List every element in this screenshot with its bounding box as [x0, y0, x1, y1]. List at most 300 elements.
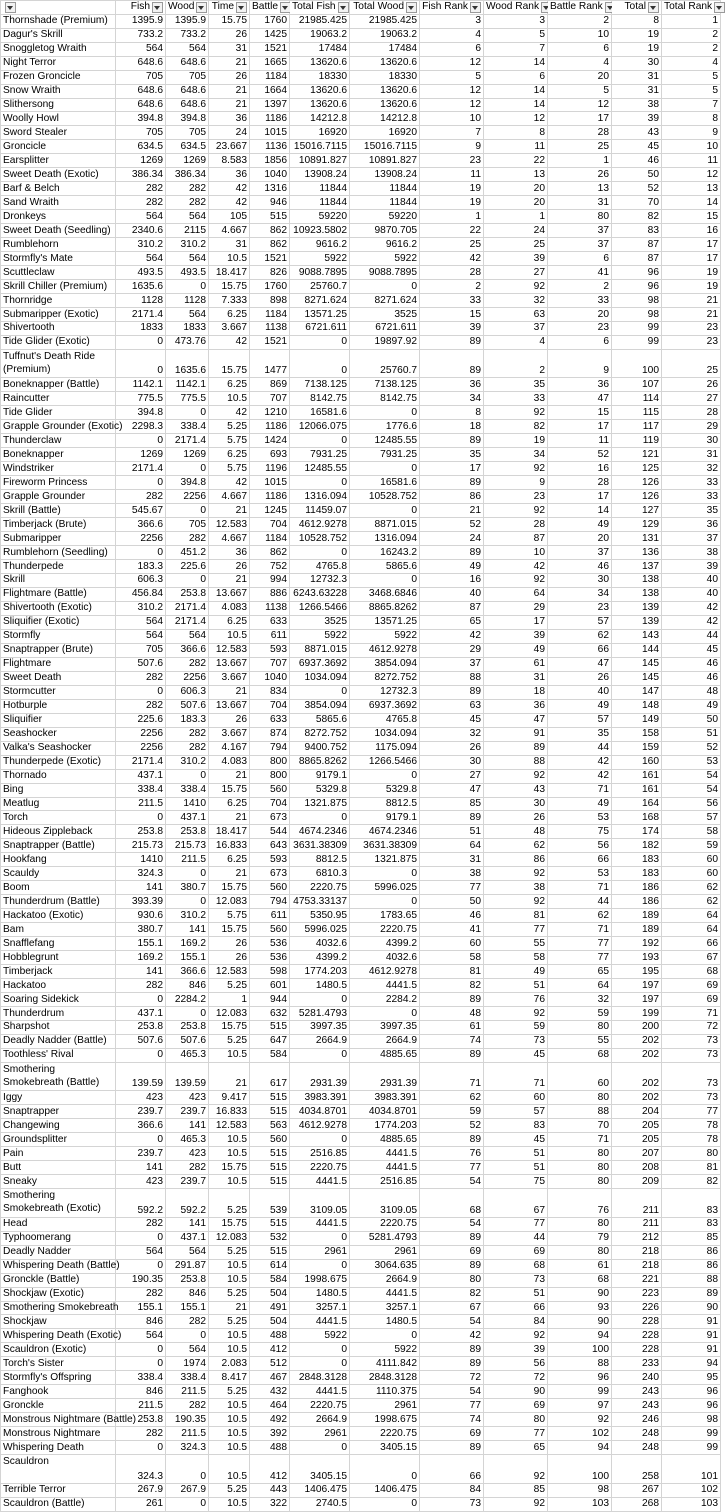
table-cell[interactable]: 60: [484, 1091, 548, 1105]
table-cell[interactable]: 21: [209, 574, 250, 588]
table-cell[interactable]: 240: [612, 1371, 662, 1385]
table-cell[interactable]: 3854.094: [350, 657, 420, 671]
table-cell[interactable]: 100: [612, 349, 662, 378]
table-cell[interactable]: 2516.85: [290, 1147, 350, 1161]
table-cell[interactable]: 211.5: [166, 1427, 209, 1441]
table-cell[interactable]: 92: [484, 574, 548, 588]
table-cell[interactable]: 52: [420, 518, 484, 532]
table-cell[interactable]: 77: [548, 951, 612, 965]
dragon-name-cell[interactable]: Stormfly's Mate: [1, 252, 116, 266]
table-cell[interactable]: 13.667: [209, 657, 250, 671]
table-cell[interactable]: 32: [662, 462, 721, 476]
table-cell[interactable]: 648.6: [166, 98, 209, 112]
table-cell[interactable]: 7: [662, 98, 721, 112]
table-cell[interactable]: 862: [250, 224, 290, 238]
table-cell[interactable]: 61: [420, 1021, 484, 1035]
table-cell[interactable]: 8272.752: [290, 727, 350, 741]
table-cell[interactable]: 52: [548, 448, 612, 462]
dragon-name-cell[interactable]: Fanghook: [1, 1385, 116, 1399]
table-cell[interactable]: 515: [250, 1147, 290, 1161]
table-cell[interactable]: 239.7: [166, 1175, 209, 1189]
table-cell[interactable]: 147: [612, 685, 662, 699]
dragon-name-cell[interactable]: Shivertooth (Exotic): [1, 601, 116, 615]
table-cell[interactable]: 144: [612, 643, 662, 657]
table-cell[interactable]: 1269: [166, 448, 209, 462]
table-cell[interactable]: 1998.675: [350, 1413, 420, 1427]
table-cell[interactable]: 412: [250, 1343, 290, 1357]
table-cell[interactable]: 29: [484, 601, 548, 615]
dragon-name-cell[interactable]: Stormfly's Offspring: [1, 1371, 116, 1385]
table-cell[interactable]: 0: [166, 1455, 209, 1484]
table-cell[interactable]: 30: [420, 755, 484, 769]
table-cell[interactable]: 46: [548, 560, 612, 574]
table-cell[interactable]: 5922: [350, 252, 420, 266]
table-cell[interactable]: 21: [209, 504, 250, 518]
table-cell[interactable]: 394.8: [166, 112, 209, 126]
table-cell[interactable]: 59: [420, 1105, 484, 1119]
table-cell[interactable]: 28: [548, 476, 612, 490]
table-cell[interactable]: 37: [548, 224, 612, 238]
table-cell[interactable]: 10.5: [209, 1147, 250, 1161]
table-cell[interactable]: 15.75: [209, 349, 250, 378]
table-cell[interactable]: 50: [420, 895, 484, 909]
table-cell[interactable]: 13908.24: [290, 168, 350, 182]
table-cell[interactable]: 1245: [250, 504, 290, 518]
table-cell[interactable]: 632: [250, 1007, 290, 1021]
table-cell[interactable]: 155.1: [166, 951, 209, 965]
table-cell[interactable]: 834: [250, 685, 290, 699]
table-cell[interactable]: 87: [420, 601, 484, 615]
dragon-name-cell[interactable]: Woolly Howl: [1, 112, 116, 126]
table-cell[interactable]: 8865.8262: [290, 755, 350, 769]
table-cell[interactable]: 0: [350, 406, 420, 420]
table-cell[interactable]: 88: [662, 1273, 721, 1287]
dragon-name-cell[interactable]: Tide Glider: [1, 406, 116, 420]
table-cell[interactable]: 19: [612, 42, 662, 56]
table-cell[interactable]: 46: [612, 154, 662, 168]
table-cell[interactable]: 4.083: [209, 755, 250, 769]
table-cell[interactable]: 282: [116, 182, 166, 196]
table-cell[interactable]: 5: [420, 70, 484, 84]
table-cell[interactable]: 10: [484, 546, 548, 560]
table-cell[interactable]: 393.39: [116, 895, 166, 909]
table-cell[interactable]: 62: [662, 881, 721, 895]
table-cell[interactable]: 25: [420, 238, 484, 252]
table-cell[interactable]: 13908.24: [350, 168, 420, 182]
table-cell[interactable]: 4674.2346: [350, 825, 420, 839]
table-cell[interactable]: 3631.38309: [290, 839, 350, 853]
table-cell[interactable]: 89: [420, 546, 484, 560]
table-cell[interactable]: 488: [250, 1441, 290, 1455]
table-cell[interactable]: 91: [662, 1343, 721, 1357]
table-cell[interactable]: 0: [116, 811, 166, 825]
table-cell[interactable]: 248: [612, 1427, 662, 1441]
table-cell[interactable]: 39: [484, 1343, 548, 1357]
table-cell[interactable]: 211.5: [116, 797, 166, 811]
table-cell[interactable]: 42: [209, 182, 250, 196]
table-cell[interactable]: 8: [612, 14, 662, 28]
table-cell[interactable]: 2256: [116, 727, 166, 741]
table-cell[interactable]: 2961: [290, 1245, 350, 1259]
table-cell[interactable]: 36: [209, 168, 250, 182]
table-cell[interactable]: 189: [612, 909, 662, 923]
table-cell[interactable]: 19: [420, 196, 484, 210]
table-cell[interactable]: 2256: [116, 532, 166, 546]
table-cell[interactable]: 1480.5: [290, 1287, 350, 1301]
table-cell[interactable]: 253.8: [116, 825, 166, 839]
table-cell[interactable]: 5281.4793: [290, 1007, 350, 1021]
table-cell[interactable]: 584: [250, 1048, 290, 1062]
table-cell[interactable]: 633: [250, 615, 290, 629]
dragon-name-cell[interactable]: Gronckle: [1, 1399, 116, 1413]
table-cell[interactable]: 13620.6: [290, 56, 350, 70]
table-cell[interactable]: 15.75: [209, 14, 250, 28]
dragon-name-cell[interactable]: Tide Glider (Exotic): [1, 335, 116, 349]
table-cell[interactable]: 5: [484, 28, 548, 42]
table-cell[interactable]: 19: [484, 434, 548, 448]
table-cell[interactable]: 28: [548, 126, 612, 140]
table-cell[interactable]: 564: [166, 1245, 209, 1259]
dragon-name-cell[interactable]: Smothering Smokebreath (Battle): [1, 1062, 116, 1091]
table-cell[interactable]: 862: [250, 546, 290, 560]
table-cell[interactable]: 26: [548, 671, 612, 685]
table-cell[interactable]: 10: [662, 140, 721, 154]
table-cell[interactable]: 127: [612, 504, 662, 518]
table-cell[interactable]: 88: [548, 1357, 612, 1371]
table-cell[interactable]: 76: [420, 1147, 484, 1161]
table-cell[interactable]: 68: [548, 1273, 612, 1287]
table-cell[interactable]: 42: [548, 769, 612, 783]
table-cell[interactable]: 202: [612, 1048, 662, 1062]
table-cell[interactable]: 14: [484, 98, 548, 112]
table-cell[interactable]: 560: [250, 881, 290, 895]
table-cell[interactable]: 17: [484, 615, 548, 629]
table-cell[interactable]: 218: [612, 1259, 662, 1273]
table-cell[interactable]: 338.4: [166, 1371, 209, 1385]
table-cell[interactable]: 98: [612, 294, 662, 308]
dragon-name-cell[interactable]: Sweet Death: [1, 671, 116, 685]
dragon-name-cell[interactable]: Torch's Sister: [1, 1357, 116, 1371]
table-cell[interactable]: 53: [548, 867, 612, 881]
table-cell[interactable]: 10.5: [209, 1259, 250, 1273]
table-cell[interactable]: 205: [612, 1119, 662, 1133]
table-cell[interactable]: 38: [484, 881, 548, 895]
table-cell[interactable]: 21985.425: [290, 14, 350, 28]
table-cell[interactable]: 282: [166, 532, 209, 546]
table-cell[interactable]: 515: [250, 1245, 290, 1259]
table-cell[interactable]: 91: [662, 1315, 721, 1329]
table-cell[interactable]: 47: [548, 657, 612, 671]
table-cell[interactable]: 92: [484, 1497, 548, 1511]
dragon-name-cell[interactable]: Hackatoo: [1, 979, 116, 993]
table-cell[interactable]: 16: [662, 224, 721, 238]
table-cell[interactable]: 83: [662, 1189, 721, 1218]
table-cell[interactable]: 11459.07: [290, 504, 350, 518]
table-cell[interactable]: 1783.65: [350, 909, 420, 923]
table-cell[interactable]: 31: [548, 196, 612, 210]
table-cell[interactable]: 2931.39: [290, 1062, 350, 1091]
table-cell[interactable]: 282: [166, 196, 209, 210]
table-cell[interactable]: 6: [548, 252, 612, 266]
table-cell[interactable]: 412: [250, 1455, 290, 1484]
table-cell[interactable]: 12066.075: [290, 420, 350, 434]
table-cell[interactable]: 72: [420, 1371, 484, 1385]
dragon-name-cell[interactable]: Scauldron (Exotic): [1, 1343, 116, 1357]
dragon-name-cell[interactable]: Night Terror: [1, 56, 116, 70]
table-cell[interactable]: 10.5: [209, 1048, 250, 1062]
table-cell[interactable]: 4111.842: [350, 1357, 420, 1371]
table-cell[interactable]: 71: [420, 1062, 484, 1091]
table-cell[interactable]: 12.583: [209, 1119, 250, 1133]
table-cell[interactable]: 2284.2: [350, 993, 420, 1007]
table-cell[interactable]: 8.417: [209, 1371, 250, 1385]
table-cell[interactable]: 6937.3692: [290, 657, 350, 671]
table-cell[interactable]: 862: [250, 238, 290, 252]
table-cell[interactable]: 2664.9: [350, 1273, 420, 1287]
table-cell[interactable]: 126: [612, 476, 662, 490]
table-cell[interactable]: 4034.8701: [290, 1105, 350, 1119]
table-cell[interactable]: 73: [662, 1062, 721, 1091]
table-cell[interactable]: 9: [662, 126, 721, 140]
table-cell[interactable]: 23.667: [209, 140, 250, 154]
table-cell[interactable]: 92: [548, 1413, 612, 1427]
table-cell[interactable]: 71: [548, 1133, 612, 1147]
dragon-name-cell[interactable]: Iggy: [1, 1091, 116, 1105]
dragon-name-cell[interactable]: Deadly Nadder: [1, 1245, 116, 1259]
table-cell[interactable]: 22: [420, 224, 484, 238]
table-cell[interactable]: 48: [662, 685, 721, 699]
table-cell[interactable]: 39: [484, 252, 548, 266]
table-cell[interactable]: 37: [420, 657, 484, 671]
table-cell[interactable]: 643: [250, 839, 290, 853]
table-cell[interactable]: 564: [166, 308, 209, 322]
table-cell[interactable]: 456.84: [116, 587, 166, 601]
table-cell[interactable]: 19: [420, 182, 484, 196]
table-cell[interactable]: 3997.35: [290, 1021, 350, 1035]
table-cell[interactable]: 869: [250, 378, 290, 392]
dragon-name-cell[interactable]: Submaripper: [1, 532, 116, 546]
table-cell[interactable]: 11844: [350, 196, 420, 210]
table-cell[interactable]: 258: [612, 1455, 662, 1484]
table-cell[interactable]: 13: [484, 168, 548, 182]
table-cell[interactable]: 0: [290, 546, 350, 560]
table-cell[interactable]: 4.667: [209, 490, 250, 504]
table-cell[interactable]: 0: [290, 476, 350, 490]
table-cell[interactable]: 18.417: [209, 266, 250, 280]
table-cell[interactable]: 23: [420, 154, 484, 168]
table-cell[interactable]: 324.3: [116, 1455, 166, 1484]
table-cell[interactable]: 83: [484, 1119, 548, 1133]
table-cell[interactable]: 946: [250, 196, 290, 210]
dragon-name-cell[interactable]: Butt: [1, 1161, 116, 1175]
table-cell[interactable]: 5996.025: [350, 881, 420, 895]
table-cell[interactable]: 846: [166, 1287, 209, 1301]
table-cell[interactable]: 41: [548, 266, 612, 280]
table-cell[interactable]: 5.25: [209, 1287, 250, 1301]
table-cell[interactable]: 89: [420, 1259, 484, 1273]
table-cell[interactable]: 212: [612, 1231, 662, 1245]
table-cell[interactable]: 1269: [116, 154, 166, 168]
dragon-name-cell[interactable]: Whispering Death (Battle): [1, 1259, 116, 1273]
table-cell[interactable]: 1266.5466: [350, 755, 420, 769]
table-cell[interactable]: 161: [612, 783, 662, 797]
table-cell[interactable]: 7138.125: [290, 378, 350, 392]
table-cell[interactable]: 0: [350, 1497, 420, 1511]
table-cell[interactable]: 394.8: [116, 406, 166, 420]
table-cell[interactable]: 19063.2: [290, 28, 350, 42]
table-cell[interactable]: 92: [484, 280, 548, 294]
table-cell[interactable]: 648.6: [116, 98, 166, 112]
table-cell[interactable]: 43: [612, 126, 662, 140]
table-cell[interactable]: 775.5: [166, 392, 209, 406]
table-cell[interactable]: 8272.752: [350, 671, 420, 685]
table-cell[interactable]: 2961: [350, 1245, 420, 1259]
table-cell[interactable]: 6721.611: [350, 322, 420, 336]
table-cell[interactable]: 1316: [250, 182, 290, 196]
table-cell[interactable]: 261: [116, 1497, 166, 1511]
table-cell[interactable]: 64: [484, 587, 548, 601]
table-cell[interactable]: 507.6: [166, 699, 209, 713]
table-cell[interactable]: 282: [166, 1161, 209, 1175]
table-cell[interactable]: 9616.2: [290, 238, 350, 252]
table-cell[interactable]: 282: [116, 1217, 166, 1231]
table-cell[interactable]: 84: [420, 1483, 484, 1497]
table-cell[interactable]: 174: [612, 825, 662, 839]
table-cell[interactable]: 26: [209, 560, 250, 574]
table-cell[interactable]: 50: [662, 713, 721, 727]
table-cell[interactable]: 66: [420, 1455, 484, 1484]
table-cell[interactable]: 90: [662, 1301, 721, 1315]
table-cell[interactable]: 88: [420, 671, 484, 685]
table-cell[interactable]: 8142.75: [290, 392, 350, 406]
table-cell[interactable]: 2664.9: [290, 1034, 350, 1048]
table-cell[interactable]: 67: [662, 951, 721, 965]
dragon-name-cell[interactable]: Shockjaw: [1, 1315, 116, 1329]
table-cell[interactable]: 32: [420, 727, 484, 741]
table-cell[interactable]: 1521: [250, 335, 290, 349]
table-cell[interactable]: 14212.8: [290, 112, 350, 126]
table-cell[interactable]: 57: [484, 1105, 548, 1119]
table-cell[interactable]: 80: [548, 1175, 612, 1189]
table-cell[interactable]: 9179.1: [350, 811, 420, 825]
table-cell[interactable]: 85: [420, 797, 484, 811]
table-cell[interactable]: 211: [612, 1217, 662, 1231]
table-cell[interactable]: 1480.5: [290, 979, 350, 993]
table-cell[interactable]: 16.833: [209, 1105, 250, 1119]
table-cell[interactable]: 55: [484, 937, 548, 951]
table-cell[interactable]: 80: [662, 1147, 721, 1161]
table-cell[interactable]: 1410: [116, 853, 166, 867]
table-cell[interactable]: 504: [250, 1287, 290, 1301]
table-cell[interactable]: 10: [548, 28, 612, 42]
table-cell[interactable]: 473.76: [166, 335, 209, 349]
table-cell[interactable]: 80: [548, 1147, 612, 1161]
table-cell[interactable]: 239.7: [166, 1105, 209, 1119]
table-cell[interactable]: 28: [420, 266, 484, 280]
table-cell[interactable]: 1015: [250, 126, 290, 140]
table-cell[interactable]: 89: [420, 349, 484, 378]
table-cell[interactable]: 1184: [250, 532, 290, 546]
table-cell[interactable]: 12.083: [209, 895, 250, 909]
table-cell[interactable]: 215.73: [116, 839, 166, 853]
table-cell[interactable]: 62: [420, 1091, 484, 1105]
table-cell[interactable]: 43: [484, 783, 548, 797]
table-cell[interactable]: 1635.6: [166, 349, 209, 378]
table-cell[interactable]: 141: [166, 1119, 209, 1133]
table-cell[interactable]: 564: [116, 615, 166, 629]
table-cell[interactable]: 2171.4: [116, 755, 166, 769]
table-cell[interactable]: 465.3: [166, 1133, 209, 1147]
table-cell[interactable]: 1128: [116, 294, 166, 308]
dragon-name-cell[interactable]: Stormfly: [1, 629, 116, 643]
table-cell[interactable]: 0: [350, 1007, 420, 1021]
table-cell[interactable]: 6721.611: [290, 322, 350, 336]
table-cell[interactable]: 4765.8: [350, 713, 420, 727]
table-cell[interactable]: 282: [166, 727, 209, 741]
table-cell[interactable]: 25: [662, 349, 721, 378]
table-cell[interactable]: 77: [484, 1427, 548, 1441]
table-cell[interactable]: 338.4: [116, 1371, 166, 1385]
table-cell[interactable]: 1974: [166, 1357, 209, 1371]
dragon-name-cell[interactable]: Shivertooth: [1, 322, 116, 336]
table-cell[interactable]: 6243.63228: [290, 587, 350, 601]
table-cell[interactable]: 36: [209, 546, 250, 560]
table-cell[interactable]: 704: [250, 699, 290, 713]
table-cell[interactable]: 60: [662, 853, 721, 867]
dragon-name-cell[interactable]: Windstriker: [1, 462, 116, 476]
table-cell[interactable]: 18: [420, 420, 484, 434]
table-cell[interactable]: 40: [662, 587, 721, 601]
table-cell[interactable]: 40: [548, 685, 612, 699]
table-cell[interactable]: 58: [662, 825, 721, 839]
dragon-name-cell[interactable]: Snow Wraith: [1, 84, 116, 98]
table-cell[interactable]: 826: [250, 266, 290, 280]
table-cell[interactable]: 64: [548, 979, 612, 993]
table-cell[interactable]: 45: [612, 140, 662, 154]
table-cell[interactable]: 3983.391: [290, 1091, 350, 1105]
table-cell[interactable]: 0: [166, 895, 209, 909]
table-cell[interactable]: 0: [290, 685, 350, 699]
table-cell[interactable]: 2848.3128: [350, 1371, 420, 1385]
table-cell[interactable]: 90: [484, 1385, 548, 1399]
table-cell[interactable]: 89: [420, 685, 484, 699]
table-cell[interactable]: 80: [548, 1091, 612, 1105]
table-cell[interactable]: 88: [548, 1105, 612, 1119]
table-cell[interactable]: 1210: [250, 406, 290, 420]
table-cell[interactable]: 515: [250, 1175, 290, 1189]
table-cell[interactable]: 45: [662, 643, 721, 657]
table-cell[interactable]: 21: [662, 308, 721, 322]
table-cell[interactable]: 560: [250, 1133, 290, 1147]
table-cell[interactable]: 1321.875: [290, 797, 350, 811]
table-cell[interactable]: 93: [548, 1301, 612, 1315]
table-cell[interactable]: 0: [350, 867, 420, 881]
table-cell[interactable]: 182: [612, 839, 662, 853]
table-cell[interactable]: 202: [612, 1091, 662, 1105]
table-cell[interactable]: 80: [548, 1245, 612, 1259]
table-cell[interactable]: 1186: [250, 490, 290, 504]
table-cell[interactable]: 243: [612, 1399, 662, 1413]
table-cell[interactable]: 2298.3: [116, 420, 166, 434]
table-cell[interactable]: 66: [662, 937, 721, 951]
table-cell[interactable]: 11: [420, 168, 484, 182]
table-cell[interactable]: 239.7: [116, 1147, 166, 1161]
table-cell[interactable]: 26: [209, 70, 250, 84]
table-cell[interactable]: 89: [420, 1048, 484, 1062]
table-cell[interactable]: 103: [662, 1497, 721, 1511]
table-cell[interactable]: 25760.7: [290, 280, 350, 294]
filter-dropdown-arrow-icon[interactable]: [236, 2, 247, 13]
